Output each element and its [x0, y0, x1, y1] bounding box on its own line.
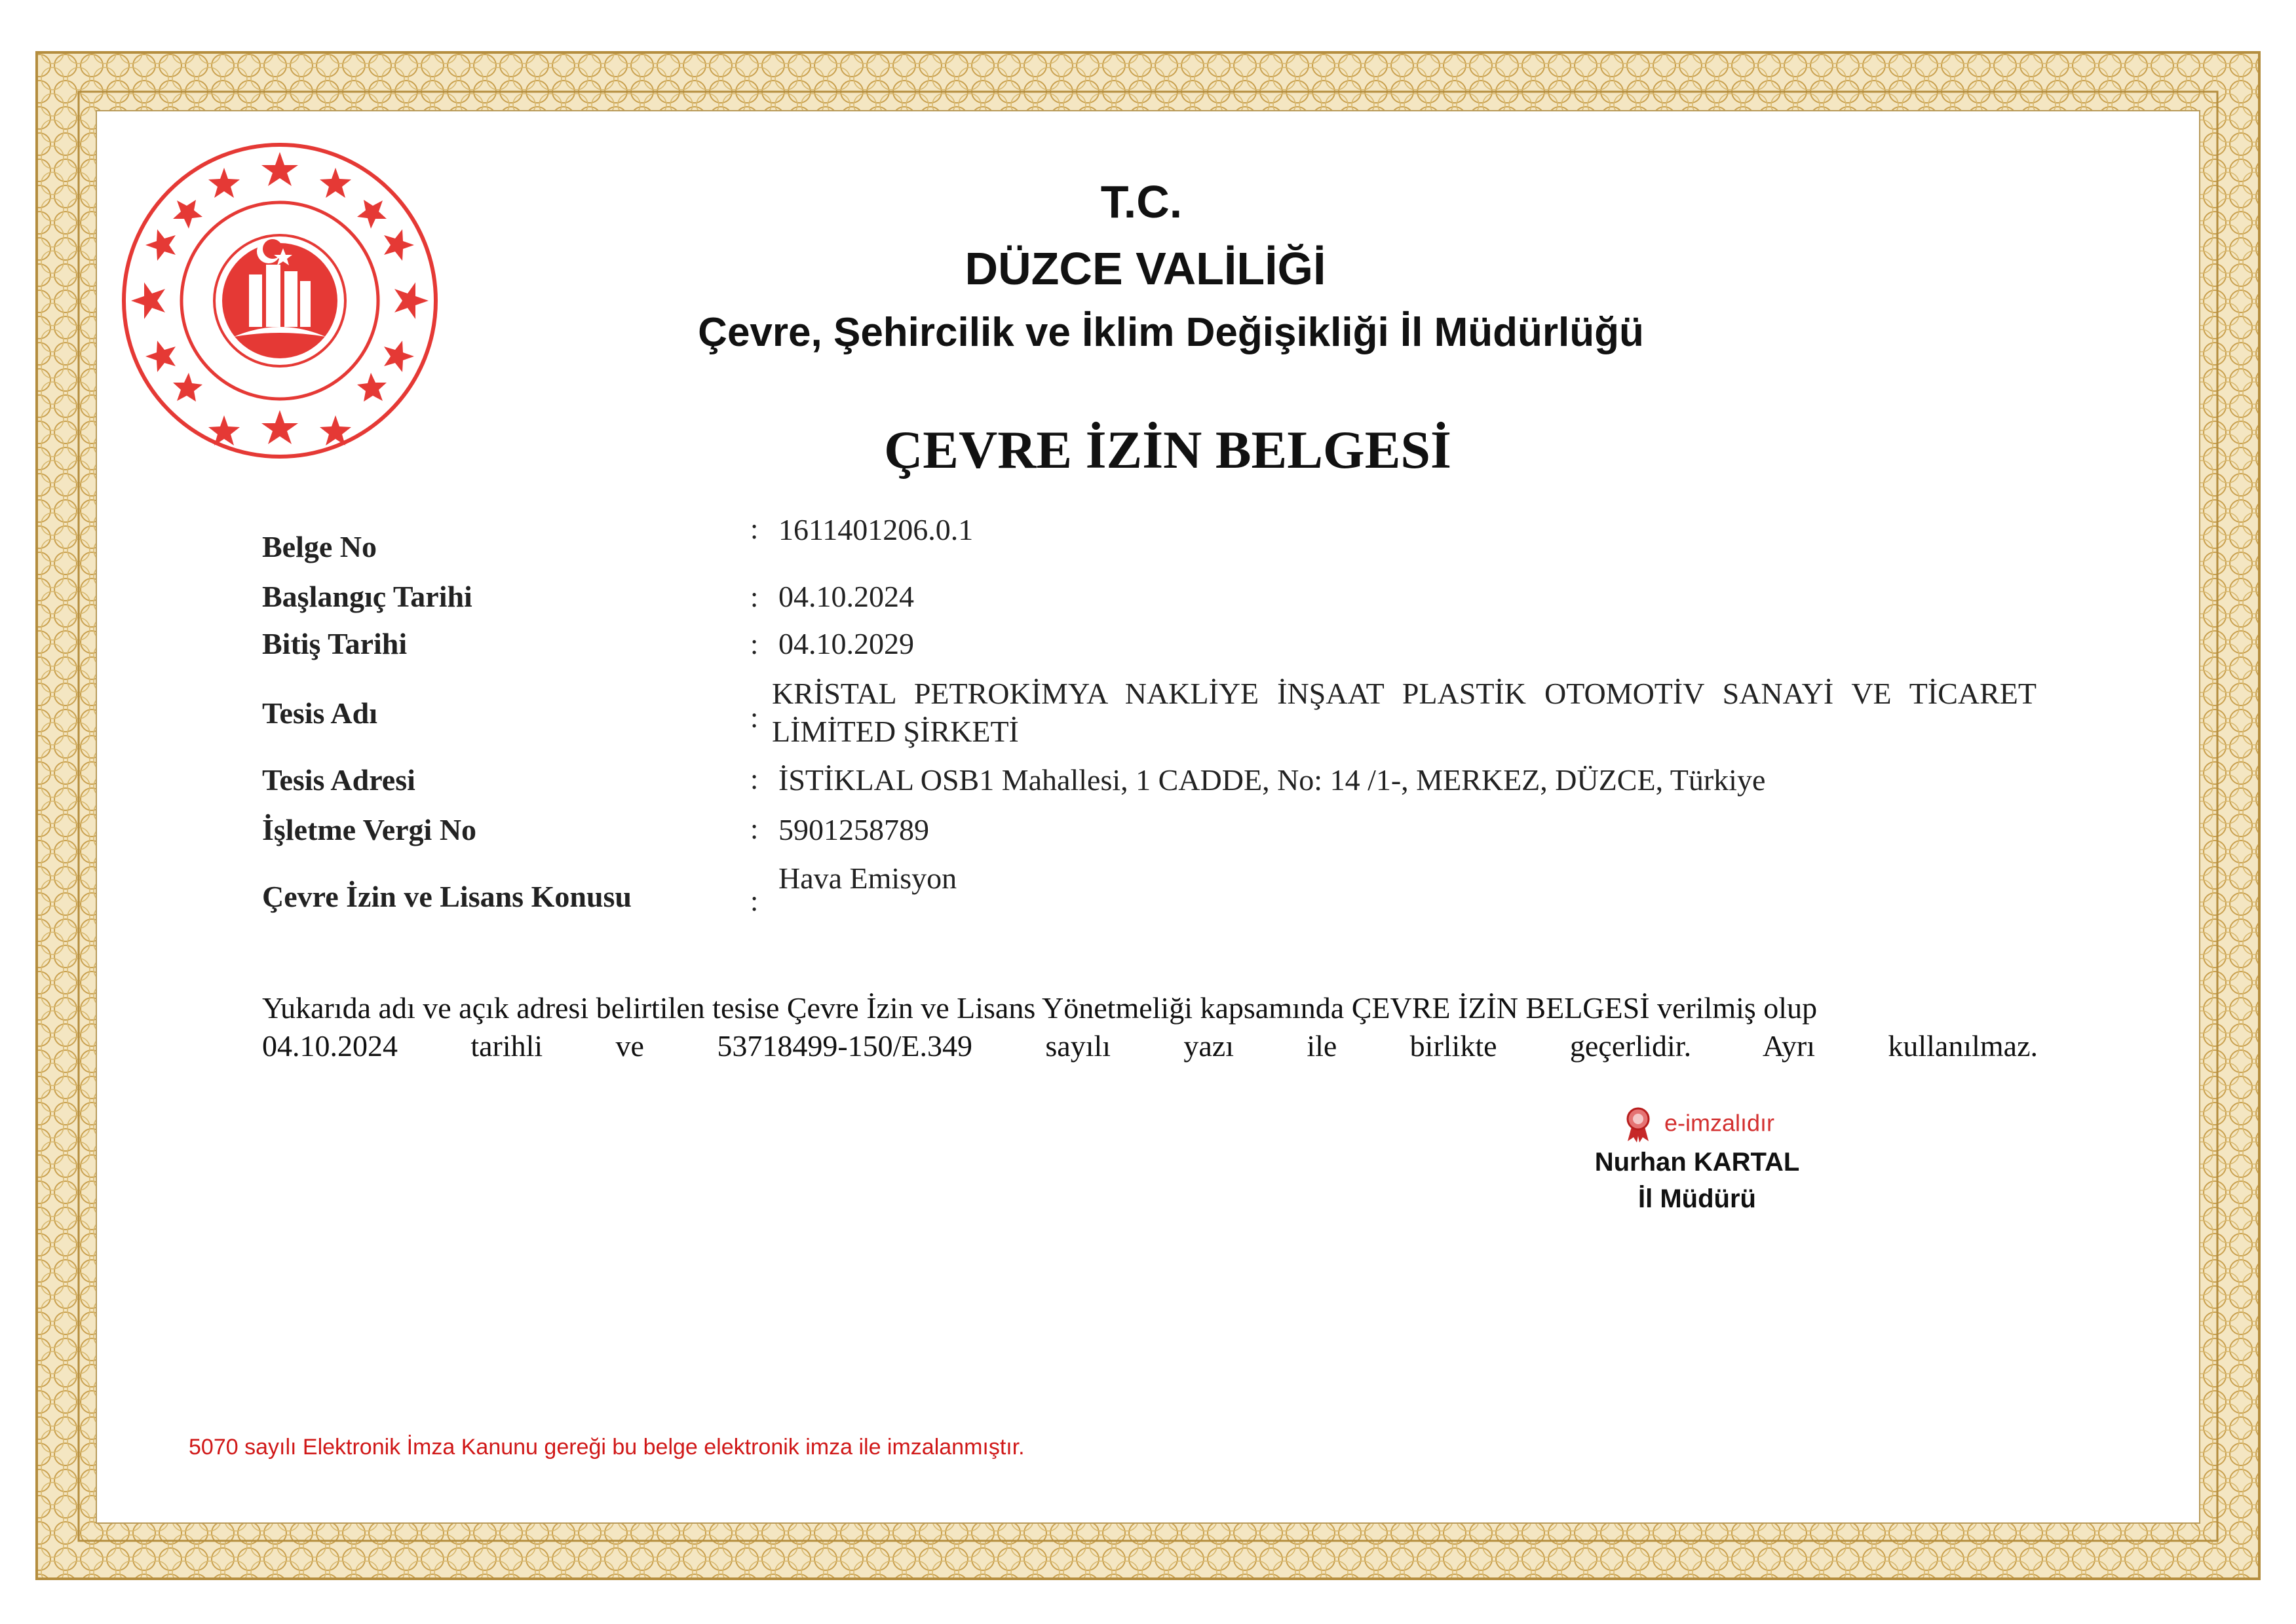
signer-role: İl Müdürü	[1638, 1184, 1756, 1213]
label-izin-konusu: Çevre İzin ve Lisans Konusu	[262, 880, 632, 913]
value-belge-no: 1611401206.0.1	[778, 513, 974, 546]
label-tesis-adresi: Tesis Adresi	[262, 763, 415, 797]
colon: :	[750, 885, 759, 917]
value-baslangic-tarihi: 04.10.2024	[778, 580, 914, 613]
colon: :	[750, 628, 759, 660]
label-baslangic-tarihi: Başlangıç Tarihi	[262, 580, 472, 613]
header-tc: T.C.	[1100, 176, 1183, 227]
paragraph-line-1: Yukarıda adı ve açık adresi belirtilen tesise Çevre İzin ve Lisans Yönetmeliği kapsamında ÇEVRE İZİN BELGESİ verilmiş olup	[262, 991, 1818, 1025]
label-bitis-tarihi: Bitiş Tarihi	[262, 627, 408, 660]
footer-legal-note: 5070 sayılı Elektronik İmza Kanunu gereği bu belge elektronik imza ile imzalanmıştır.	[189, 1435, 1025, 1460]
colon: :	[750, 813, 759, 845]
value-izin-konusu: Hava Emisyon	[778, 861, 957, 895]
paragraph-line-2: 04.10.2024 tarihli ve 53718499-150/E.349 sayılı yazı ile birlikte geçerlidir. Ayrı kullanılmaz.	[262, 1029, 2038, 1063]
document-title: ÇEVRE İZİN BELGESİ	[884, 420, 1451, 480]
label-tesis-adi: Tesis Adı	[262, 696, 378, 730]
value-tesis-adi: KRİSTAL PETROKİMYA NAKLİYE İNŞAAT PLASTİK OTOMOTİV SANAYİ VE TİCARET LİMİTED ŞİRKETİ	[772, 677, 2037, 748]
label-belge-no: Belge No	[262, 530, 377, 563]
value-tesis-adresi: İSTİKLAL OSB1 Mahallesi, 1 CADDE, No: 14 /1-, MERKEZ, DÜZCE, Türkiye	[778, 763, 1766, 797]
colon: :	[750, 763, 759, 795]
value-isletme-vergi-no: 5901258789	[778, 813, 929, 846]
colon: :	[750, 702, 759, 734]
label-isletme-vergi-no: İşletme Vergi No	[262, 813, 477, 846]
e-signature-label: e-imzalıdır	[1664, 1109, 1775, 1137]
header-valilik: DÜZCE VALİLİĞİ	[965, 243, 1326, 294]
colon: :	[750, 581, 759, 613]
header-mudurluk: Çevre, Şehircilik ve İklim Değişikliği İl Müdürlüğü	[698, 310, 1644, 355]
validity-paragraph	[262, 989, 2038, 1065]
value-bitis-tarihi: 04.10.2029	[778, 627, 914, 660]
ribbon-award-icon	[1624, 1107, 1653, 1142]
colon: :	[750, 513, 759, 545]
signer-name: Nurhan KARTAL	[1594, 1148, 1800, 1177]
e-signature-badge	[1624, 1107, 1774, 1142]
